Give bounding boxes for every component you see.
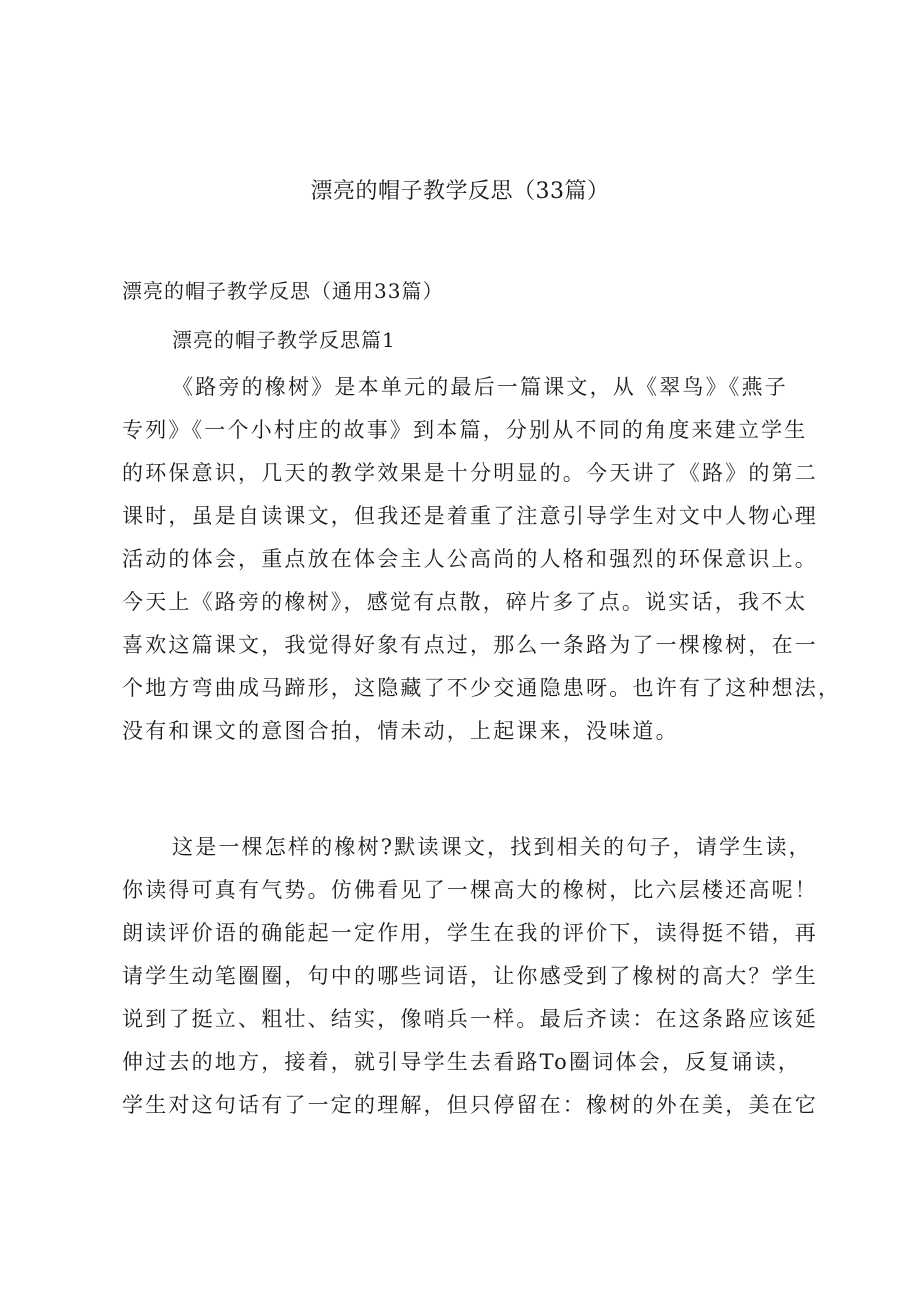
- paragraph-line: 专列》《一个小村庄的故事》到本篇，分别从不同的角度来建立学生: [122, 418, 808, 442]
- paragraph-line: 活动的体会，重点放在体会主人公高尚的人格和强烈的环保意识上。: [122, 547, 818, 571]
- paragraph-line: 今天上《路旁的橡树》，感觉有点散，碎片多了点。说实话，我不太: [122, 590, 808, 614]
- paragraph-line: 没有和课文的意图合拍，情未动，上起课来，没味道。: [122, 719, 679, 743]
- document-title: 漂亮的帽子教学反思（33篇）: [310, 179, 610, 204]
- document-subtitle: 漂亮的帽子教学反思（通用33篇）: [122, 279, 444, 303]
- paragraph-line: 的环保意识，几天的教学效果是十分明显的。今天讲了《路》的第二: [122, 461, 818, 485]
- paragraph-line: 个地方弯曲成马蹄形，这隐藏了不少交通隐患呀。也许有了这种想法，: [122, 676, 842, 700]
- paragraph-line: 课时，虽是自读课文，但我还是着重了注意引导学生对文中人物心理: [122, 504, 818, 528]
- paragraph-line: 朗读评价语的确能起一定作用，学生在我的评价下，读得挺不错，再: [122, 921, 818, 945]
- paragraph-line: 请学生动笔圈圈，句中的哪些词语，让你感受到了橡树的高大？学生: [122, 964, 818, 988]
- paragraph-1: [122, 366, 842, 753]
- section-heading: 漂亮的帽子教学反思篇1: [172, 328, 396, 352]
- paragraph-line: 你读得可真有气势。仿佛看见了一棵高大的橡树，比六层楼还高呢！: [122, 878, 818, 902]
- paragraph-line: 伸过去的地方，接着，就引导学生去看路To圈词体会，反复诵读，: [122, 1050, 802, 1074]
- paragraph-line: 这是一棵怎样的橡树?默读课文，找到相关的句子，请学生读，: [172, 835, 812, 859]
- paragraph-2: [122, 826, 842, 1127]
- paragraph-line: 《路旁的橡树》是本单元的最后一篇课文，从《翠鸟》《燕子: [172, 375, 788, 399]
- paragraph-line: 喜欢这篇课文，我觉得好象有点过，那么一条路为了一棵橡树，在一: [122, 633, 818, 657]
- paragraph-line: 说到了挺立、粗壮、结实，像哨兵一样。最后齐读：在这条路应该延: [122, 1007, 818, 1031]
- paragraph-line: 学生对这句话有了一定的理解，但只停留在：橡树的外在美，美在它: [122, 1093, 818, 1117]
